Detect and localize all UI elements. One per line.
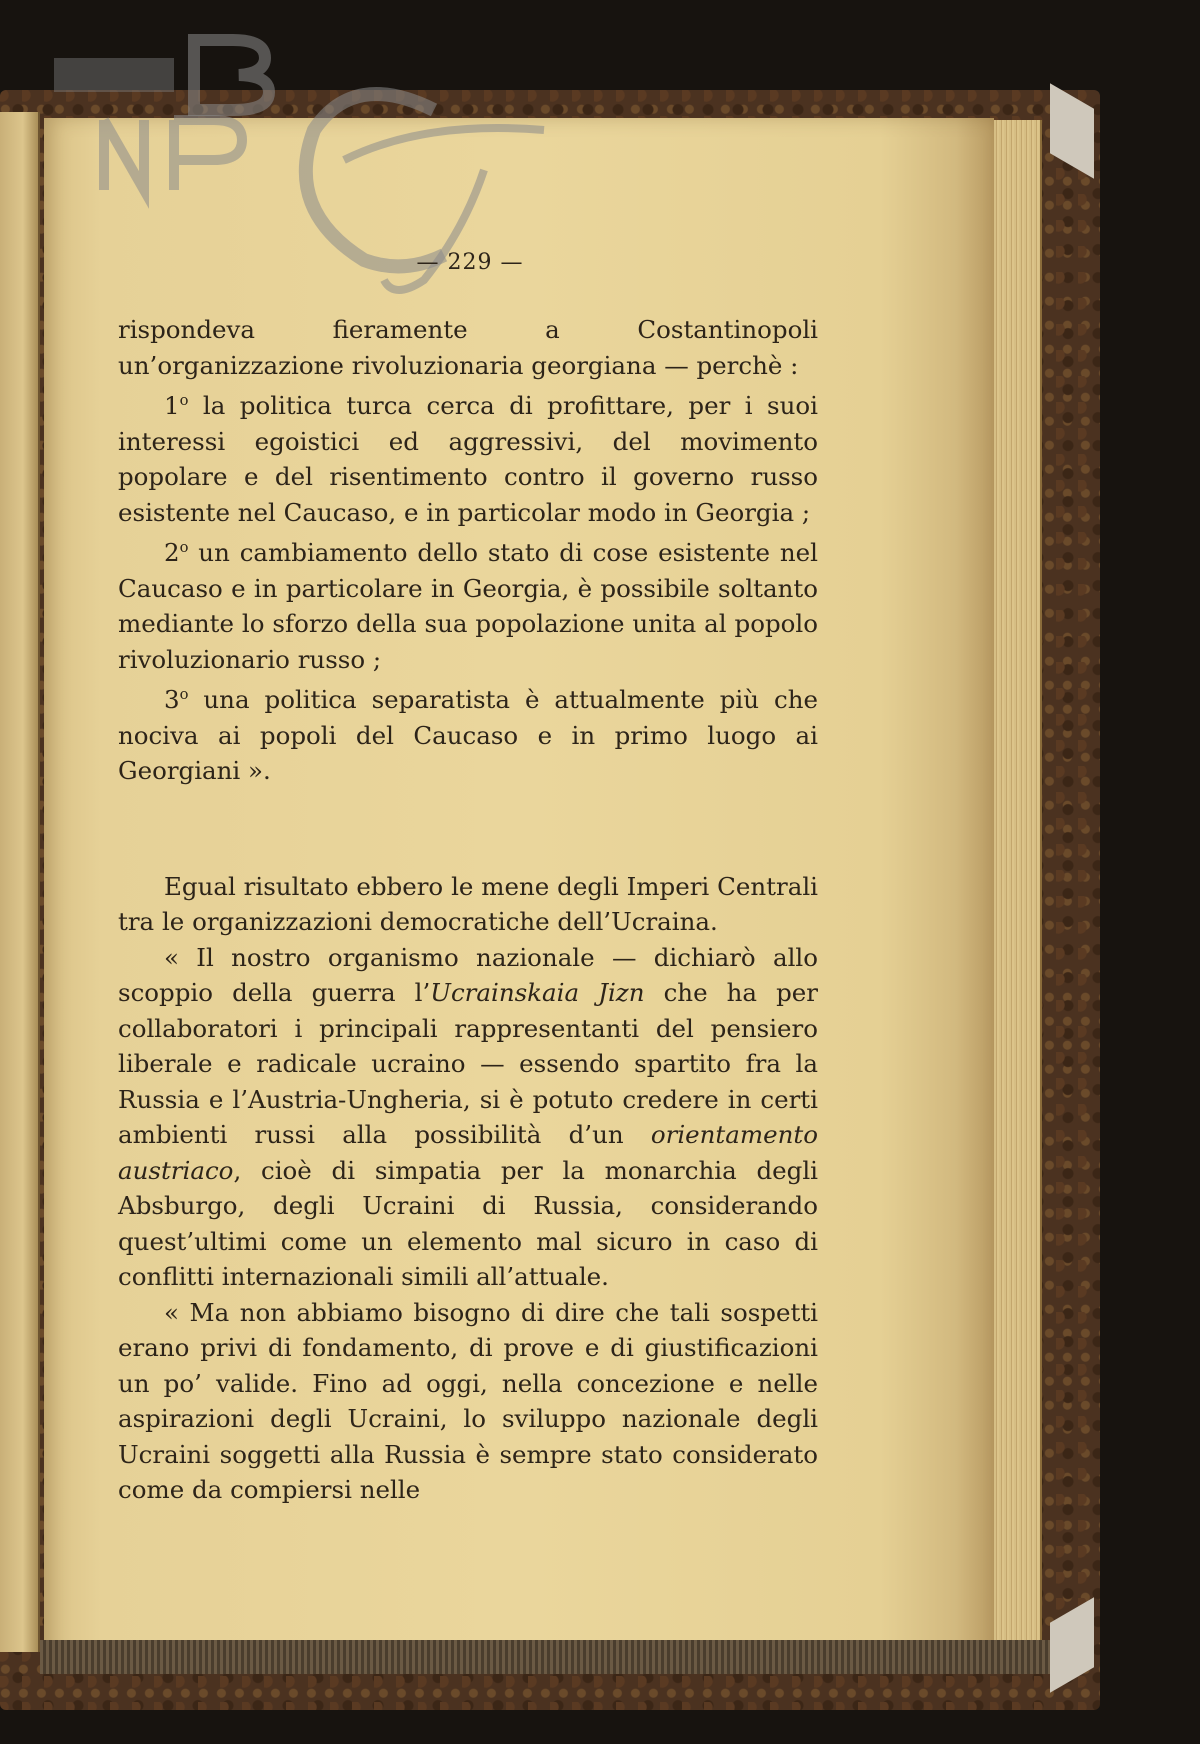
- item-text: una politica separatista è attualmente più che nociva ai popoli del Caucaso e in primo luogo ai Georgiani ».: [118, 685, 818, 786]
- italic-phrase: orientamento austriaco: [118, 1120, 818, 1185]
- ordinal-mark: o: [179, 686, 189, 704]
- item-number: 3: [164, 685, 180, 715]
- list-item-2: [118, 530, 818, 677]
- quote-text: « Il nostro organismo nazionale — dichiarò allo scoppio della guerra l’: [118, 942, 818, 1008]
- quote-text: che ha per collaboratori i principali rappresentanti del pensiero liberale e radicale ucraino — essendo spartito fra la Russia e l’Austria-Ungheria, si è potuto credere in certi ambienti russi alla possibilità d’un: [118, 978, 818, 1150]
- paragraph-quote-2: « Ma non abbiamo bisogno di dire che tali sospetti erano privi di fondamento, di prove e di giustificazioni un po’ valide. Fino ad oggi, nella concezione e nelle aspirazioni degli Ucraini, lo sviluppo nazionale degli Ucraini soggetti alla Russia è sempre stato considerato come da compiersi nelle: [118, 1297, 818, 1505]
- page-fore-edge: [994, 120, 1042, 1660]
- paragraph-quote-1: [118, 940, 818, 1295]
- continuation-paragraph: rispondeva fieramente a Costantinopoli un’organizzazione rivoluzionaria georgiana — perchè :: [118, 315, 818, 380]
- ordinal-mark: o: [179, 392, 189, 409]
- library-watermark-logo: [44, 20, 644, 320]
- page-number: — 229 —: [416, 250, 524, 275]
- quote-text: , cioè di simpatia per la monarchia degli Absburgo, degli Ucraini di Russia, considerando quest’ultimi come un elemento mal sicuro in caso di conflitti internazionali simili all’attuale.: [118, 1155, 818, 1292]
- section-gap: [118, 789, 818, 869]
- cloth-spine-bottom: [40, 1640, 1050, 1674]
- list-item-3: [118, 677, 818, 789]
- item-number: 1: [164, 391, 180, 421]
- item-number: 2: [164, 538, 180, 568]
- item-text: un cambiamento dello stato di cose esistente nel Caucaso e in particolare in Georgia, è possibile soltanto mediante lo sforzo della sua popolazione unita al popolo rivoluzionario russo ;: [118, 538, 818, 674]
- ordinal-mark: o: [179, 539, 189, 557]
- left-page-edge: [0, 112, 40, 1652]
- paragraph-ukraine-intro: Egual risultato ebbero le mene degli Imperi Centrali tra le organizzazioni democratiche dell’Ucraina.: [118, 871, 818, 937]
- newspaper-title: Ucrainskaia Jizn: [430, 978, 645, 1008]
- page-text: [118, 312, 818, 1508]
- list-item-1: [118, 383, 818, 530]
- item-text: la politica turca cerca di profittare, per i suoi interessi egoistici ed aggressivi, del movimento popolare e del risentimento contro il governo russo esistente nel Caucaso, e in particolar modo in Georgia ;: [118, 391, 818, 527]
